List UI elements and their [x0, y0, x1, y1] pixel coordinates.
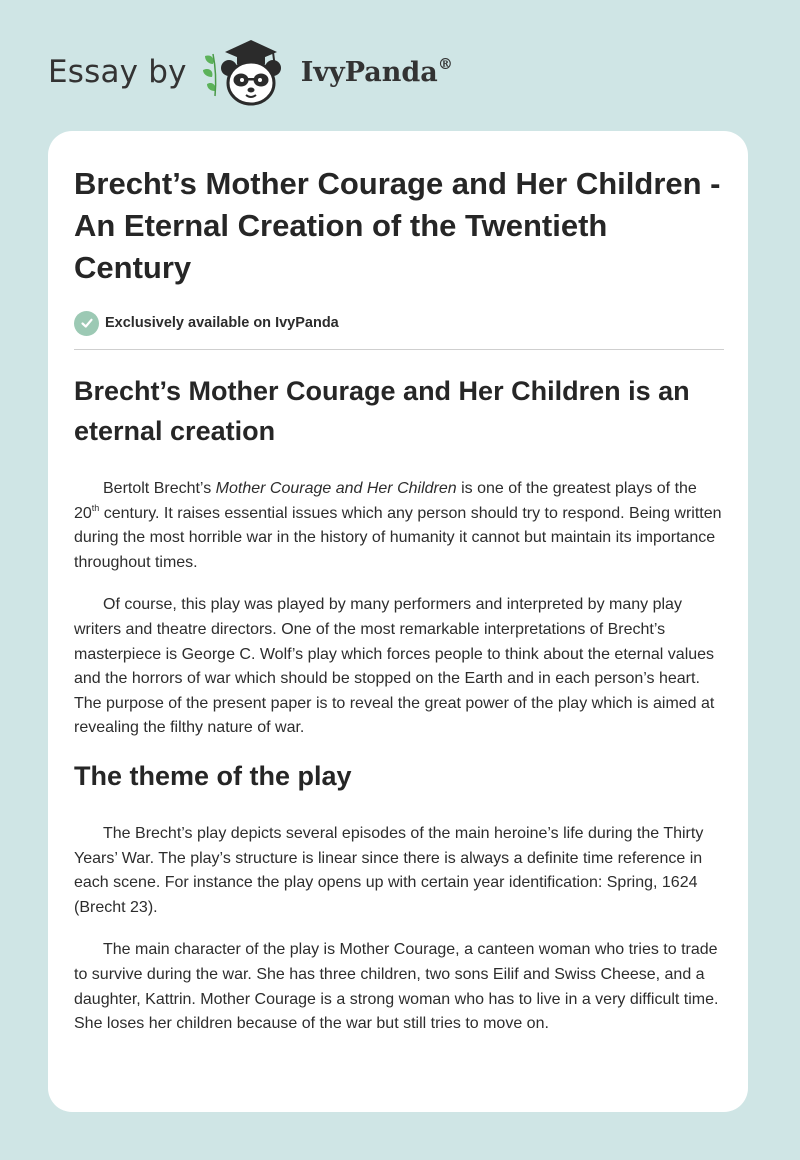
paragraph: Of course, this play was played by many performers and interpreted by many play writers and theatre directors. One of the most remarkable interpretations of Brecht’s masterpiece is George C. Wolf’s play which forces people to think about the eternal values and the horrors of war which should be stopped on the Earth and in each person’s heart. The purpose of the present paper is to reveal the great power of the play which is aimed at revealing the filthy nature of war. [74, 596, 715, 737]
essay-card [48, 131, 748, 1112]
paragraph-text: century. It raises essential issues which any person should try to respond. Being written during the most horrible war in the history of humanity it cannot but maintain its importance throughout times. [74, 504, 722, 571]
registered-mark: ® [437, 54, 453, 73]
panda-logo-icon[interactable] [201, 36, 293, 108]
exclusive-label: Exclusively available on IvyPanda [105, 315, 339, 331]
play-title-italic: Mother Courage and Her Children [215, 480, 457, 497]
essay-content [74, 163, 724, 1037]
check-circle-icon [74, 311, 99, 336]
title-divider [74, 349, 724, 350]
paragraph: The Brecht’s play depicts several episodes of the main heroine’s life during the Thirty Years’ War. The play’s structure is linear since there is always a definite time reference in each scene. For instance the play opens up with certain year identification: Spring, 1624 (Brecht 23). [74, 824, 704, 916]
brand-name-text: IvyPanda [300, 56, 438, 88]
section-heading: The theme of the play [74, 760, 352, 791]
brand-name[interactable] [300, 54, 453, 88]
brand-prefix: Essay by [48, 54, 187, 90]
paragraph-text: is one of the greatest plays of the 20 [74, 480, 697, 522]
paragraph: The main character of the play is Mother Courage, a canteen woman who tries to trade to survive during the war. She has three children, two sons Eilif and Swiss Cheese, and a daughter, Kattrin. Mother Courage is a strong woman who has to live in a very difficult time. She loses her children because of the war but still tries to move on. [74, 941, 719, 1033]
paragraph-text: Bertolt Brecht’s [103, 480, 216, 497]
checkmark-icon [80, 316, 94, 330]
ordinal-superscript: th [91, 502, 100, 513]
paragraph [74, 477, 724, 575]
exclusive-badge [74, 308, 724, 338]
page-title: Brecht’s Mother Courage and Her Children - An Eternal Creation of the Twentieth Century [74, 166, 721, 285]
brand-header [48, 36, 453, 108]
section-heading: Brecht’s Mother Courage and Her Children is an eternal creation [74, 376, 690, 446]
